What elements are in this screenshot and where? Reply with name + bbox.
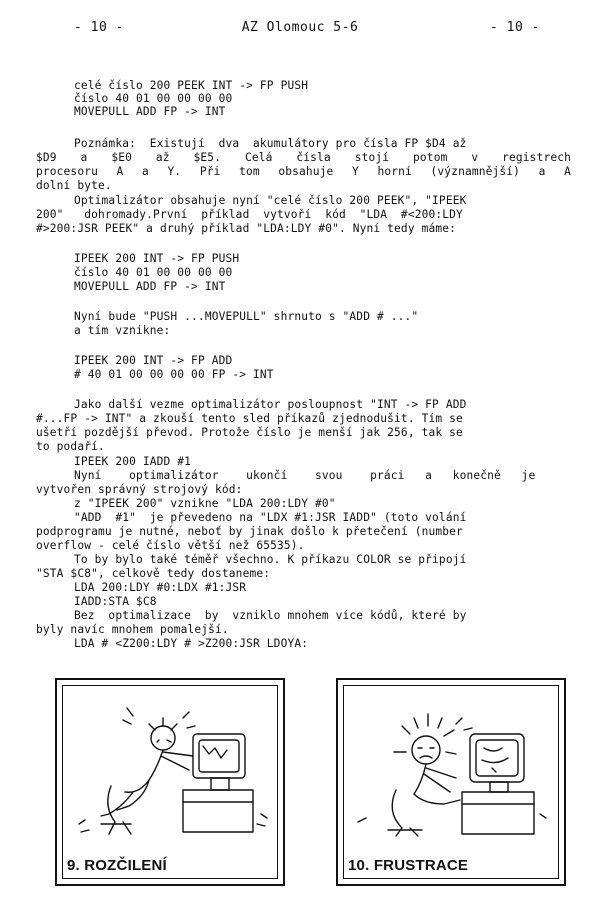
header-title: AZ Olomouc 5-6: [241, 20, 359, 35]
paragraph-line: Nyní optimalizátor ukončí svou práci a konečně je: [74, 469, 536, 482]
figure-frame: [62, 685, 278, 879]
paragraph-line: to podaří.: [36, 440, 105, 453]
code-line: číslo 40 01 00 00 00 00: [74, 266, 233, 279]
figure-frustrace: [336, 678, 566, 886]
figure-caption-left: 9. ROZČILENÍ: [67, 857, 167, 874]
angry-programmer-cartoon-icon: [71, 694, 271, 844]
page-number-right: - 10 -: [490, 20, 540, 35]
code-line: IPEEK 200 INT -> FP ADD: [74, 354, 233, 367]
paragraph-line: podprogramu je nutné, neboť by jinak došlo k přetečení (number: [36, 525, 463, 538]
paragraph-line: z "IPEEK 200" vznikne "LDA 200:LDY #0": [74, 497, 336, 510]
paragraph-line: byly navíc mnohem pomalejší.: [36, 623, 229, 636]
paragraph-line: Nyní bude "PUSH ...MOVEPULL" shrnuto s "ADD # ...": [74, 310, 419, 323]
code-line: číslo 40 01 00 00 00 00: [74, 92, 233, 105]
code-line: IADD:STA $C8: [74, 595, 157, 608]
code-line: celé číslo 200 PEEK INT -> FP PUSH: [74, 79, 309, 92]
code-line: MOVEPULL ADD FP -> INT: [74, 105, 226, 118]
paragraph-line: a tím vznikne:: [74, 324, 171, 337]
code-line: MOVEPULL ADD FP -> INT: [74, 280, 226, 293]
figure-rozcileni: [55, 678, 285, 886]
paragraph-line: "STA $C8", celkově tedy dostaneme:: [36, 567, 271, 580]
code-line: IPEEK 200 INT -> FP PUSH: [74, 252, 240, 265]
paragraph-line: Bez optimalizace by vzniklo mnohem více kódů, které by: [74, 609, 467, 622]
note-line: procesoru A a Y. Při tom obsahuje Y horní (významnější) a A: [36, 165, 571, 178]
note-line: Poznámka: Existují dva akumulátory pro čísla FP $D4 až: [74, 137, 467, 150]
paragraph-line: Jako další vezme optimalizátor posloupnost "INT -> FP ADD: [74, 398, 467, 411]
code-line: # 40 01 00 00 00 00 FP -> INT: [74, 368, 274, 381]
paragraph-line: IPEEK 200 IADD #1: [74, 455, 192, 468]
frustrated-programmer-cartoon-icon: [352, 694, 552, 844]
paragraph-line: #...FP -> INT" a zkouší tento sled příkazů zjednodušit. Tím se: [36, 412, 463, 425]
paragraph-line: #>200:JSR PEEK" a druhý příklad "LDA:LDY #0". Nyní tedy máme:: [36, 222, 457, 235]
page-number-left: - 10 -: [74, 20, 124, 35]
figure-caption-right: 10. FRUSTRACE: [348, 857, 469, 874]
paragraph-line: "ADD #1" je převedeno na "LDX #1:JSR IADD" (toto volání: [74, 511, 467, 524]
code-line: LDA 200:LDY #0:LDX #1:JSR: [74, 581, 247, 594]
page-header: [40, 20, 560, 42]
note-line: dolní byte.: [36, 179, 112, 192]
note-line: $D9 a $E0 až $E5. Celá čísla stojí potom v registrech: [36, 151, 571, 164]
paragraph-line: To by bylo také téměř všechno. K příkazu COLOR se připojí: [74, 553, 467, 566]
paragraph-line: Optimalizátor obsahuje nyní "celé číslo 200 PEEK", "IPEEK: [74, 194, 467, 207]
paragraph-line: vytvořen správný strojový kód:: [36, 483, 243, 496]
paragraph-line: overflow - celé číslo větší než 65535).: [36, 539, 305, 552]
paragraph-line: 200" dohromady.První příklad vytvoří kód "LDA #<200:LDY: [36, 208, 463, 221]
paragraph-line: ušetří pozdější převod. Protože číslo je menší jak 256, tak se: [36, 426, 463, 439]
figure-frame: [343, 685, 559, 879]
code-line: LDA # <Z200:LDY # >Z200:JSR LDOYA:: [74, 637, 309, 650]
